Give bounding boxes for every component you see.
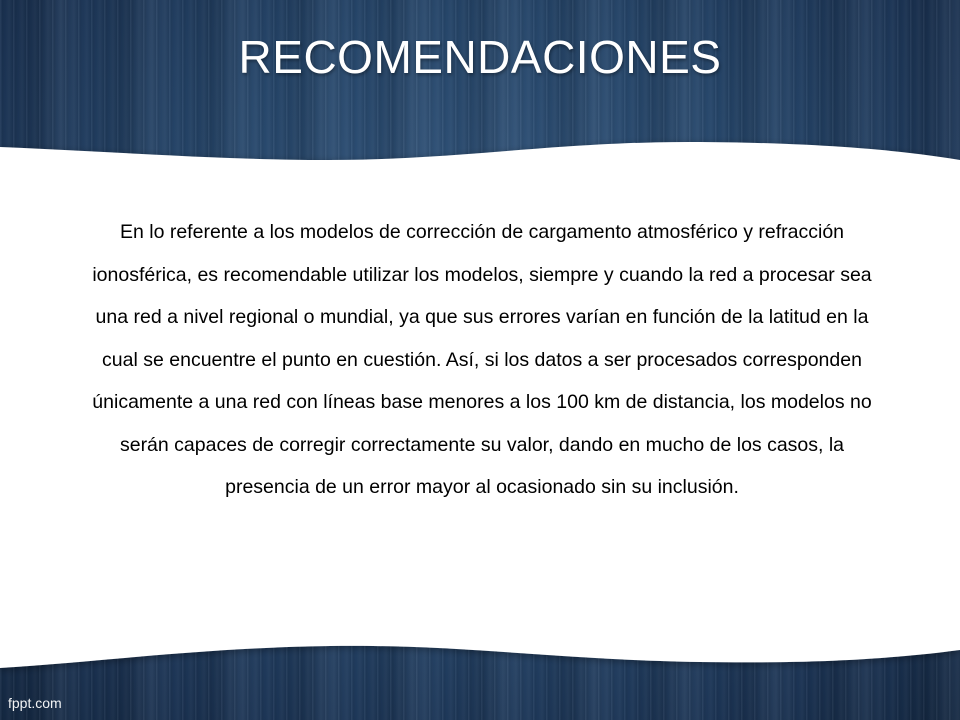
slide-title: RECOMENDACIONES: [238, 31, 722, 83]
body-paragraph: En lo referente a los modelos de corrección de cargamento atmosférico y refracción ionosférica, es recomendable utilizar los modelos, siempre y cuando la red a procesar sea una red a nivel regional o mundial, ya que sus errores varían en función de la latitud en la cual se encuentre el punto en cuestión. Así, si los datos a ser procesados corresponden únicamente a una red con líneas base menores a los 100 km de distancia, los modelos no serán capaces de corregir correctamente su valor, dando en mucho de los casos, la presencia de un error mayor al ocasionado sin su inclusión.: [92, 221, 872, 498]
footer-brand: fppt.com: [8, 695, 62, 711]
